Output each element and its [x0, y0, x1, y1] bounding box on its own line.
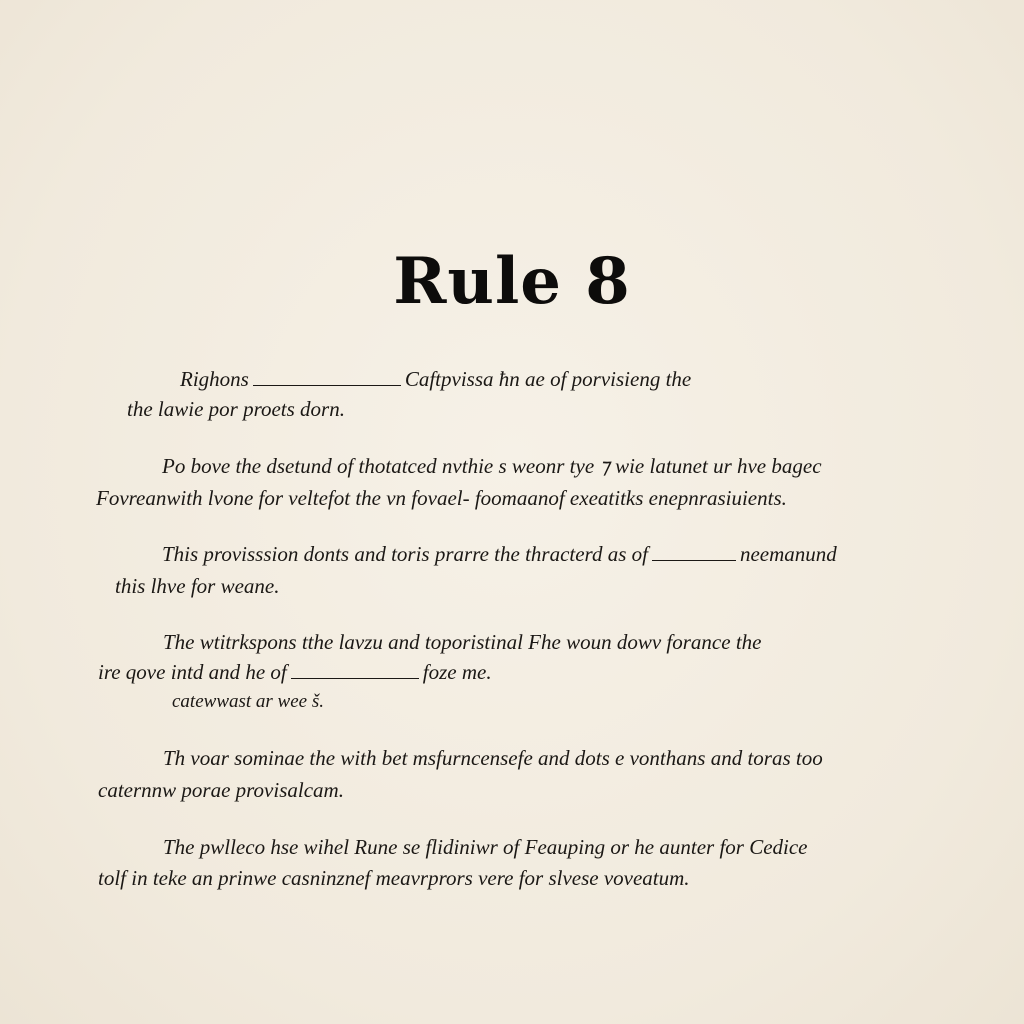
line-text: neemanund: [739, 542, 837, 566]
paragraph-5-line-2: caternnw porae provisalcam.: [98, 778, 344, 802]
paragraph-4-line-1: The wtitrkspons tthe lavzu and toporistinal Fhe woun dowv forance the: [163, 630, 762, 654]
paragraph-1-line-2: the lawie por proets dorn.: [127, 397, 345, 421]
fill-in-blank: [652, 546, 736, 561]
paragraph-3-line-2: this lhve for weane.: [115, 574, 280, 598]
paragraph-5-line-1: Th voar sominae the with bet msfurncensefe and dots e vonthans and toras too: [163, 746, 823, 770]
paragraph-2-line-1: Po bove the dsetund of thotatced nvthie s weonr tye ⁊ wie latunet ur hve bagec: [162, 454, 822, 478]
fill-in-blank: [253, 371, 401, 386]
line-text: This provisssion donts and toris prarre the thracterd as of: [162, 542, 648, 566]
paragraph-2-line-2: Fovreanwith lvone for veltefot the vn fovael- foomaanof exeatitks enepnrasiuients.: [96, 486, 787, 510]
line-text: ire qove intd and he of: [98, 660, 287, 684]
line-text: Righons: [180, 367, 249, 391]
line-text: Caftpvissa ħn ae of porvisieng the: [404, 367, 692, 391]
paragraph-3-line-1: [162, 544, 837, 565]
line-text: foze me.: [422, 660, 492, 684]
paragraph-4-line-3: catewwast ar wee š.: [172, 691, 324, 712]
paragraph-1-line-1: [180, 369, 691, 390]
paragraph-6-line-2: tolf in teke an prinwe casninznef meavrprors vere for slvese voveatum.: [98, 866, 690, 890]
fill-in-blank: [291, 664, 419, 679]
page-title: Rule 8: [393, 244, 631, 319]
paragraph-6-line-1: The pwlleco hse wihel Rune se flidiniwr of Feauping or he aunter for Cedice: [163, 835, 808, 859]
paragraph-4-line-2: [98, 662, 492, 683]
